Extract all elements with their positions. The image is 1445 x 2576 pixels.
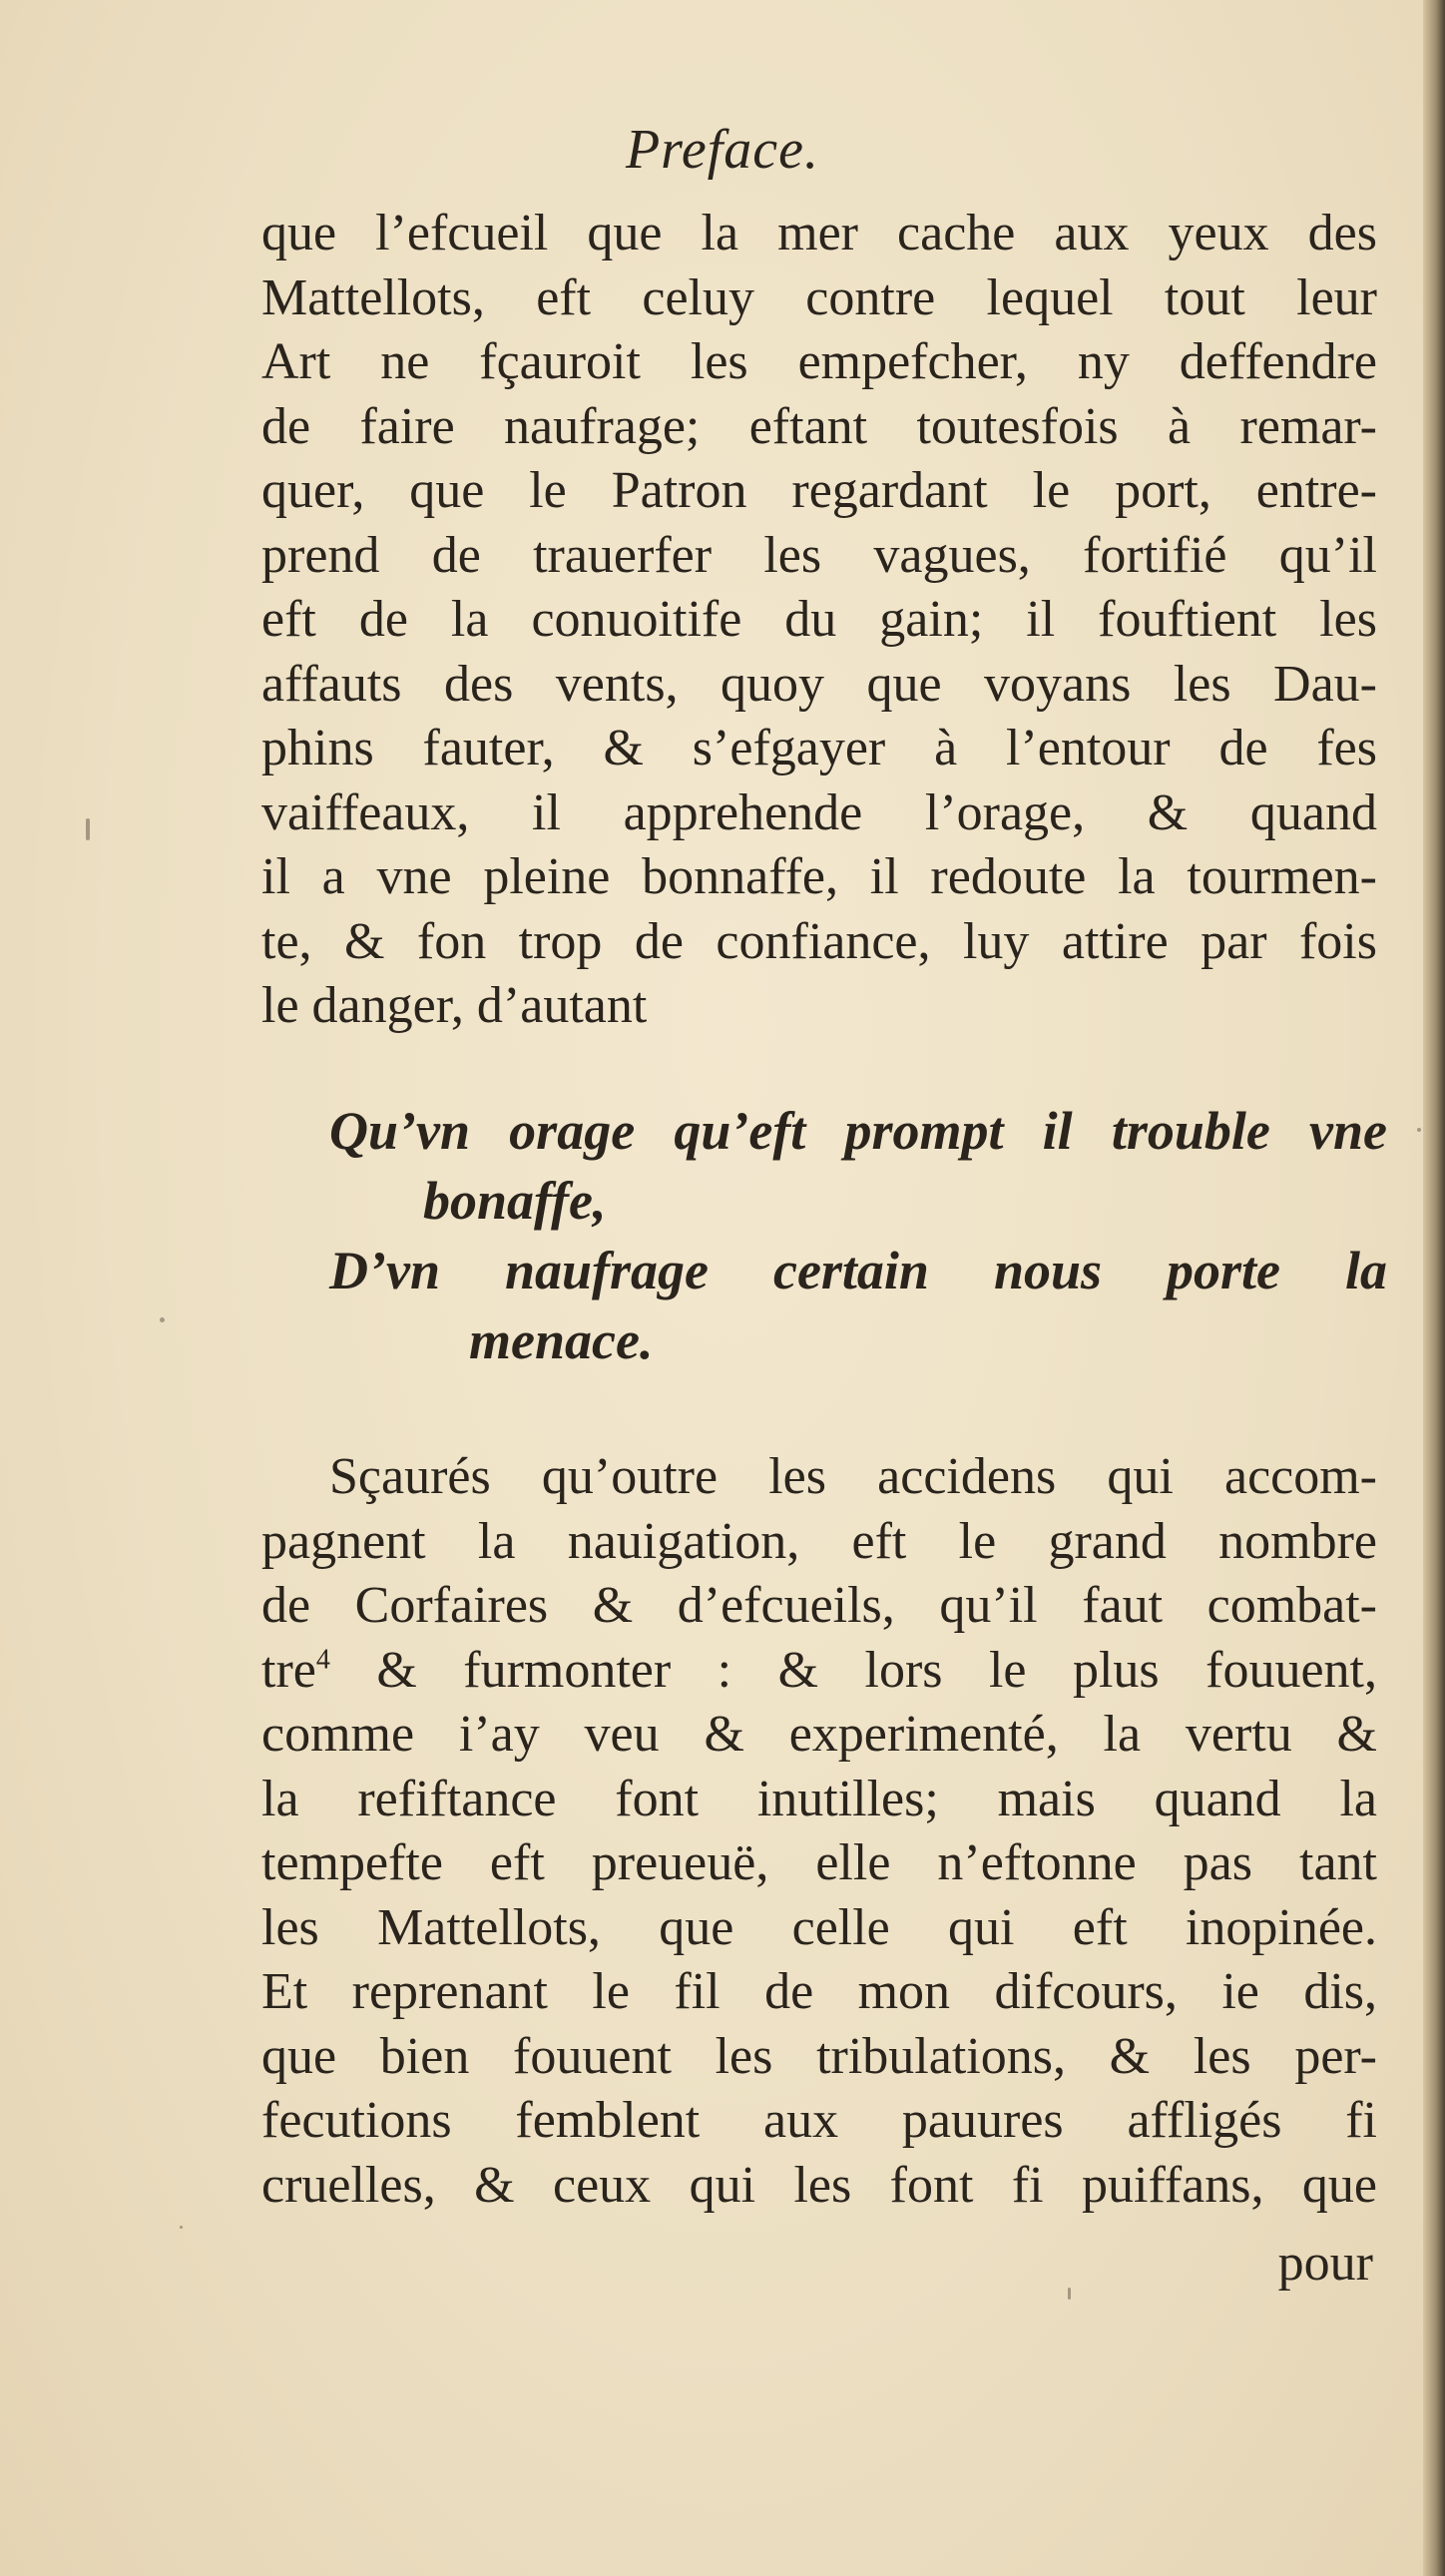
text-line: il a vne pleine bonnaffe, il redoute la tourmen- bbox=[261, 848, 1377, 905]
paper-speck bbox=[1068, 2288, 1071, 2300]
text-line: te, & fon trop de confiance, luy attire par fois bbox=[261, 912, 1377, 970]
text-line: Sçaurés qu’outre les accidens qui accom- bbox=[329, 1448, 1377, 1505]
text-line: Et reprenant le fil de mon difcours, ie dis, bbox=[261, 1963, 1377, 2020]
text-line: les Mattellots, que celle qui eft inopinée. bbox=[261, 1898, 1377, 1956]
paragraph-1 bbox=[261, 202, 1377, 1039]
paragraph-2 bbox=[261, 1445, 1377, 2218]
text-line: quer, que le Patron regardant le port, entre- bbox=[261, 462, 1377, 519]
text-line: de Corfaires & d’efcueils, qu’il faut combat- bbox=[261, 1577, 1377, 1634]
verse-line: Qu’vn orage qu’eft prompt il trouble vne bbox=[329, 1101, 1387, 1161]
text-line: pagnent la nauigation, eft le grand nombre bbox=[261, 1512, 1377, 1570]
verse-line: bonaffe, bbox=[423, 1171, 607, 1231]
text-line: fecutions femblent aux pauures affligés fi bbox=[261, 2092, 1377, 2149]
verse-line: menace. bbox=[469, 1310, 654, 1370]
text-line: phins fauter, & s’efgayer à l’entour de fes bbox=[261, 720, 1377, 776]
text-line: Art ne fçauroit les empefcher, ny deffendre bbox=[261, 333, 1377, 390]
text-line: eft de la conuoitife du gain; il fouftient les bbox=[261, 591, 1377, 648]
text-fragment: & furmonter : & lors le plus fouuent, bbox=[329, 1641, 1377, 1699]
text-line: comme i’ay veu & experimenté, la vertu & bbox=[261, 1706, 1377, 1763]
text-line: affauts des vents, quoy que voyans les Dau- bbox=[261, 655, 1377, 713]
text-line: cruelles, & ceux qui les font fi puiffans, que bbox=[261, 2156, 1377, 2214]
text-line: la refiftance font inutilles; mais quand la bbox=[261, 1770, 1377, 1827]
text-line: de faire naufrage; eftant toutesfois à remar- bbox=[261, 397, 1377, 455]
verse-line: D’vn naufrage certain nous porte la bbox=[329, 1241, 1387, 1300]
paper-speck bbox=[86, 818, 90, 840]
page-edge-shadow bbox=[1423, 0, 1445, 2576]
text-line: le danger, d’autant bbox=[261, 977, 648, 1034]
text-line: tempefte eft preueuë, elle n’eftonne pas tant bbox=[261, 1834, 1377, 1891]
footnote-mark: 4 bbox=[315, 1644, 330, 1676]
verse-quotation bbox=[329, 1096, 1387, 1375]
text-line: vaiffeaux, il apprehende l’orage, & quand bbox=[261, 783, 1377, 841]
text-line: que l’efcueil que la mer cache aux yeux des bbox=[261, 205, 1377, 261]
paper-speck bbox=[180, 2226, 183, 2229]
paper-speck bbox=[160, 1317, 165, 1322]
text-fragment: tre bbox=[261, 1641, 316, 1699]
text-line-with-footnote bbox=[261, 1639, 1377, 1704]
text-line: prend de trauerfer les vagues, fortifié qu’il bbox=[261, 526, 1377, 584]
text-line: que bien fouuent les tribulations, & les per- bbox=[261, 2027, 1377, 2085]
catchword: pour bbox=[1277, 2235, 1373, 2292]
running-head: Preface. bbox=[625, 119, 820, 181]
paper-speck bbox=[1417, 1128, 1421, 1132]
text-line: Mattellots, eft celuy contre lequel tout leur bbox=[261, 268, 1377, 326]
